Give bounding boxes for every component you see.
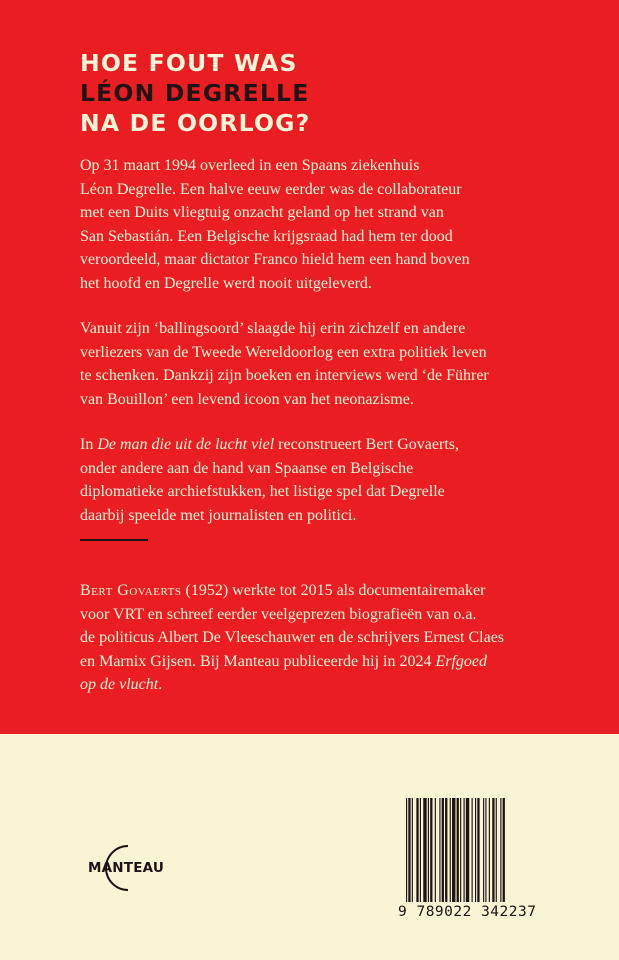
- headline-line-1: HOE FOUT WAS: [80, 49, 298, 77]
- text-line: onder andere aan de hand van Spaanse en Belgische: [80, 459, 414, 477]
- barcode-bar: [477, 798, 479, 902]
- text-suffix: .: [158, 676, 163, 693]
- barcode: [398, 798, 548, 928]
- barcode-bar: [464, 798, 465, 902]
- text-line: de politicus Albert De Vleeschauwer en de schrijvers Ernest Claes: [80, 629, 505, 646]
- blurb: [80, 154, 550, 549]
- text-prefix: en Marnix Gijsen. Bij Manteau publiceerde hij in 2024: [80, 652, 436, 670]
- text-line: te schenken. Dankzij zijn boeken en interviews werd ‘de Führer: [80, 367, 489, 384]
- text-line: daarbij speelde met journalisten en politici.: [80, 506, 357, 524]
- headline-line-3: NA DE OORLOG?: [80, 109, 311, 137]
- headline-line-2: LÉON DEGRELLE: [80, 79, 310, 107]
- barcode-bar: [500, 798, 501, 902]
- text-line: Vanuit zijn ‘ballingsoord’ slaagde hij erin zichzelf en andere: [80, 320, 466, 337]
- author-name: Bert Govaerts: [80, 582, 182, 599]
- barcode-bar: [496, 798, 497, 902]
- text-prefix: In: [80, 436, 98, 453]
- barcode-bar: [430, 798, 432, 902]
- barcode-bar: [442, 798, 444, 902]
- barcode-bar: [503, 798, 505, 902]
- barcode-bar: [475, 798, 476, 902]
- barcode-bar: [452, 798, 455, 902]
- barcode-bar: [466, 798, 469, 902]
- barcode-bar: [408, 798, 410, 902]
- text-line: van Bouillon’ een levend icoon van het neonazisme.: [80, 390, 414, 408]
- text-line: [80, 673, 550, 697]
- barcode-bar: [485, 798, 486, 902]
- headline: [80, 48, 310, 138]
- barcode-bar: [472, 798, 473, 902]
- text-line: diplomatieke archiefstukken, het listige spel dat Degrelle: [80, 483, 445, 500]
- barcode-bar: [420, 798, 421, 902]
- text-line: met een Duits vliegtuig onzacht geland op het strand van: [80, 204, 444, 221]
- barcode-bar: [439, 798, 440, 902]
- section-divider: [80, 539, 148, 541]
- logo-text: MANTEAU: [88, 860, 165, 876]
- barcode-bar: [450, 798, 451, 902]
- text-line: [80, 650, 550, 674]
- paragraph-1: [80, 154, 550, 295]
- barcode-bar: [460, 798, 461, 902]
- barcode-bar: [457, 798, 459, 902]
- author-bio: [80, 579, 550, 697]
- text-line: Op 31 maart 1994 overleed in een Spaans ziekenhuis: [80, 157, 420, 174]
- book-title-cont: op de vlucht: [80, 676, 159, 693]
- text-suffix: reconstrueert Bert Govaerts,: [274, 436, 459, 453]
- barcode-bar: [483, 798, 484, 902]
- barcode-bar: [416, 798, 418, 902]
- text-line: Léon Degrelle. Een halve eeuw eerder was de collaborateur: [80, 180, 462, 198]
- publisher-logo: [78, 838, 168, 898]
- barcode-bar: [435, 798, 436, 902]
- text-line: het hoofd en Degrelle werd nooit uitgeleverd.: [80, 274, 372, 292]
- paragraph-2: [80, 317, 550, 411]
- text-rest: (1952) werkte tot 2015 als documentairemaker: [181, 582, 486, 599]
- isbn-number: 9 789022 342237: [398, 904, 537, 920]
- barcode-bar: [489, 798, 490, 902]
- text-line: [80, 433, 550, 457]
- paragraph-3: [80, 433, 550, 527]
- barcode-bar: [492, 798, 494, 902]
- text-line: veroordeeld, maar dictator Franco hield hem een hand boven: [80, 251, 470, 268]
- text-line: verliezers van de Tweede Wereldoorlog een extra politiek leven: [80, 343, 487, 361]
- text-line: [80, 579, 550, 603]
- barcode-bar: [406, 798, 407, 902]
- barcode-bars-icon: [406, 798, 540, 902]
- text-line: San Sebastián. Een Belgische krijgsraad had hem ter dood: [80, 227, 453, 245]
- barcode-bar: [412, 798, 413, 902]
- barcode-bar: [428, 798, 429, 902]
- barcode-bar: [423, 798, 426, 902]
- book-title: De man die uit de lucht viel: [97, 436, 275, 453]
- barcode-bar: [445, 798, 447, 902]
- book-title: Erfgoed: [435, 652, 488, 670]
- text-line: voor VRT en schreef eerder veelgeprezen biografieën van o.a.: [80, 605, 477, 623]
